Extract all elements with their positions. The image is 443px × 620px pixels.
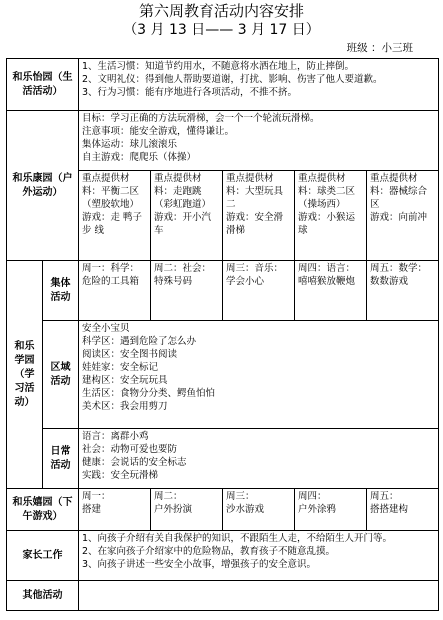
parents-line: 1、向孩子介绍有关自我保护的知识，不跟陌生人走，不给陌生人开门等。: [82, 533, 393, 544]
parents-line: 3、向孩子讲述一些安全小故事，增强孩子的安全意识。: [82, 559, 317, 570]
richang-line: 语言：离群小鸡: [82, 431, 149, 442]
parents-label: 家长工作: [7, 531, 79, 581]
hekang-line: 目标：学习正确的方法玩滑梯，会一个一个轮流玩滑梯。: [82, 113, 320, 124]
hexi-game: 户外扮演: [154, 504, 193, 515]
quyu-label: 区域活动: [43, 321, 79, 429]
hekang-line: 集体运动：球儿滚滚乐: [82, 139, 178, 150]
heyi-line: 2、文明礼仪：得到他人帮助要道谢，打扰、影响、伤害了他人要道歉。: [82, 74, 383, 85]
richang-line: 实践：安全玩滑梯: [82, 470, 159, 481]
quyu-line: 建构区：安全玩玩具: [82, 375, 168, 386]
material-game: 游戏：走 鸭子步 线: [82, 212, 143, 236]
row-hexi: [7, 489, 439, 531]
hexi-day-cell: [79, 489, 151, 531]
hekang-label: 和乐康园（户外运动）: [7, 111, 79, 261]
quyu-line: 娃娃家：安全标记: [82, 362, 159, 373]
hexi-game: 搭建: [82, 504, 102, 515]
page-title: 第六周教育活动内容安排: [138, 2, 304, 20]
row-parents: [7, 531, 439, 581]
hexi-game: 户外涂鸦: [298, 504, 337, 515]
parents-content: [79, 531, 439, 581]
material-cell: [295, 171, 367, 261]
quyu-line: 科学区：遇到危险了怎么办: [82, 336, 197, 347]
parents-line: 2、在家向孩子介绍家中的危险物品，教育孩子不随意乱摸。: [82, 546, 336, 557]
hexi-label: 和乐嬉园（下午游戏）: [7, 489, 79, 531]
material-provide: 重点提供材料：大型玩具二: [226, 173, 284, 210]
hexi-game: 搭搭建构: [370, 504, 409, 515]
heyi-line: 3、行为习惯：能有序地进行各项活动，不推不挤。: [82, 87, 298, 98]
hexi-game: 沙水游戏: [226, 504, 265, 515]
other-label: 其他活动: [7, 581, 79, 611]
jiti-label: 集体活动: [43, 261, 79, 321]
hexi-day-cell: [367, 489, 439, 531]
hexue-label: 和乐学园（学习活动）: [7, 261, 43, 489]
row-richang: [7, 429, 439, 489]
schedule-table: [6, 58, 439, 611]
material-game: 游戏：向前冲: [370, 212, 428, 223]
heyi-content: [79, 59, 439, 111]
other-content: [79, 581, 439, 611]
material-cell: [151, 171, 223, 261]
hexi-day: 周一：: [82, 491, 111, 502]
row-other: [7, 581, 439, 611]
material-provide: 重点提供材料：走跑跳（彩虹跑道）: [154, 173, 212, 210]
material-provide: 重点提供材料：平衡二区（塑胶软地）: [82, 173, 140, 210]
material-game: 游戏：开小汽车: [154, 212, 212, 236]
heyi-line: 1、生活习惯：知道节约用水，不随意将水洒在地上，防止摔倒。: [82, 61, 355, 72]
richang-line: 社会：动物可爱也要防: [82, 444, 178, 455]
hexi-day-cell: [295, 489, 367, 531]
jiti-day: 周二：社会：特殊号码: [151, 261, 223, 321]
hexi-day: 周四：: [298, 491, 327, 502]
row-quyu: [7, 321, 439, 429]
hexi-day-cell: [223, 489, 295, 531]
hekang-content: [79, 111, 439, 171]
quyu-line: 生活区：食物分分类、鳄鱼怕怕: [82, 388, 216, 399]
quyu-line: 安全小宝贝: [82, 323, 130, 334]
richang-content: [79, 429, 439, 489]
material-cell: [367, 171, 439, 261]
richang-label: 日常活动: [43, 429, 79, 489]
date-range: （3 月 13 日—— 3 月 17 日）: [123, 22, 320, 38]
material-cell: [223, 171, 295, 261]
material-provide: 重点提供材料：器械综合区: [370, 173, 428, 210]
row-jiti: [7, 261, 439, 321]
jiti-day: 周四：语言：嘻嘻猴放鞭炮: [295, 261, 367, 321]
hekang-line: 注意事项：能安全游戏，懂得谦让。: [82, 126, 235, 137]
hexi-day-cell: [151, 489, 223, 531]
material-game: 游戏：小猴运球: [298, 212, 356, 236]
class-label: 班级 ：小三班: [346, 42, 413, 54]
material-provide: 重点提供材料：球类二区（操场西）: [298, 173, 356, 210]
material-game: 游戏：安全滑滑梯: [226, 212, 284, 236]
heyi-label: 和乐怡园（生活活动）: [7, 59, 79, 111]
quyu-content: [79, 321, 439, 429]
hexi-day: 周三：: [226, 491, 255, 502]
hexi-day: 周二：: [154, 491, 183, 502]
row-heyi: [7, 59, 439, 111]
material-cell: [79, 171, 151, 261]
hexi-day: 周五：: [370, 491, 399, 502]
jiti-day: 周五：数学：数数游戏: [367, 261, 439, 321]
jiti-day: 周三：音乐：学会小心: [223, 261, 295, 321]
jiti-day: 周一：科学：危险的工具箱: [79, 261, 151, 321]
richang-line: 健康：会说话的安全标志: [82, 457, 187, 468]
hekang-line: 自主游戏：爬爬乐（体操）: [82, 152, 197, 163]
quyu-line: 美术区：我会用剪刀: [82, 401, 168, 412]
row-hekang-text: [7, 111, 439, 171]
quyu-line: 阅读区：安全图书阅读: [82, 349, 178, 360]
